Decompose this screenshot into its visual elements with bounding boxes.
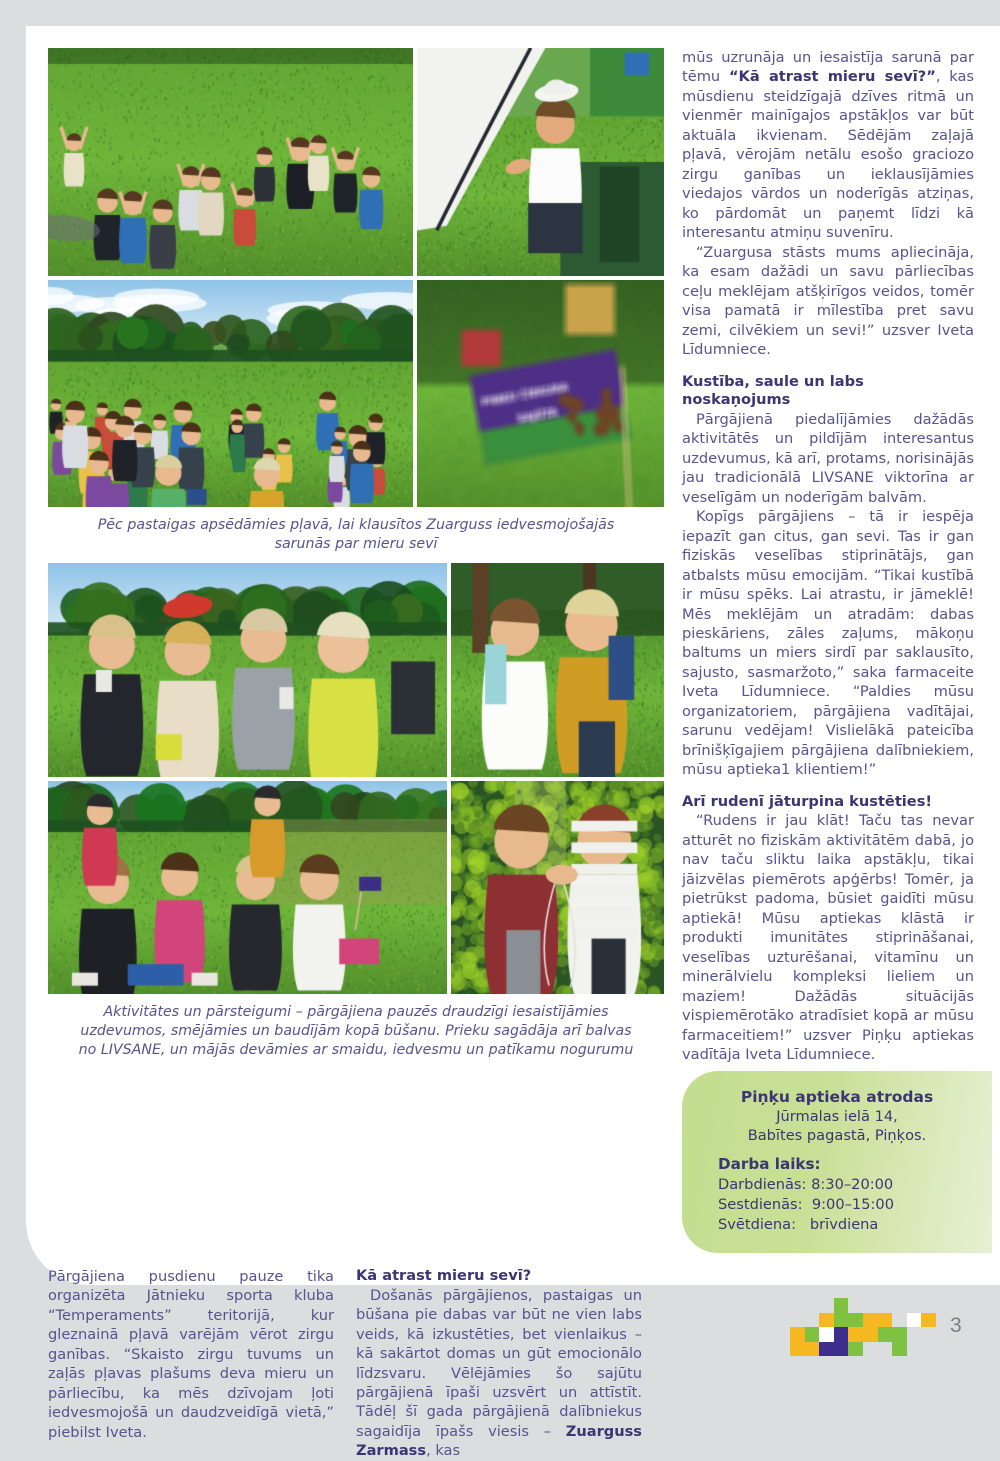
paragraph-autumn: “Rudens ir jau klāt! Taču tas nevar atturēt no fiziskām aktivitātēm dabā, jo nav taču sliktu laika apstākļu, tikai jāizvēlas piemērots apģērbs! Tomēr, ja pietrūkst padoma, būsiet gaidīti mūsu aptiekā! Mūsu aptiekas klāstā ir produkti imunitātes stiprināšanai, veselības uzturēšanai, vitamīnu un minerālvielu kompleksi lieliem un maziem! Dažādās situācijās vispiemērotāko atradīsiet kopā ar mūsu farmaceitiem!” uzsver Piņķu aptiekas vadītāja Iveta Līdumniece. xyxy=(682,812,974,1064)
page-footer xyxy=(790,1298,990,1360)
infobox-address-line-1: Jūrmalas ielā 14, xyxy=(776,1107,898,1125)
photo-grid-top xyxy=(48,48,664,507)
aptieka1-pixel-logo xyxy=(790,1298,938,1356)
logo-tile xyxy=(892,1342,907,1357)
page-panel xyxy=(26,26,1000,1460)
photo-two-women-talking xyxy=(451,563,664,777)
logo-tile xyxy=(834,1327,849,1342)
infobox-hours-sunday: Svētdiena: brīvdiena xyxy=(718,1216,879,1234)
para-pre: Došanās pārgājienos, pastaigas un būšana pie dabas var būt ne vien labs veids, kā izkustēties, bet vienlaikus – kā sakārtot domas un gūt emocionālo līdzsvaru. Vēlējāmies šo sajūtu pārgājienā īpaši uzsvērt un attīstīt. Tādēļ šī gada pārgājienā dalībniekus sagaidīja īpašs viesis – xyxy=(356,1286,642,1440)
infobox-title: Piņķu aptieka atrodas xyxy=(740,1087,934,1106)
article-right-column xyxy=(682,48,974,1253)
paragraph-intro-continuation xyxy=(682,48,974,243)
logo-tile xyxy=(863,1327,878,1342)
caption-bottom: Aktivitātes un pārsteigumi – pārgājiena pauzēs draudzīgi iesaistījāmies uzdevumos, smējāmies un baudījām kopā būšanu. Prieku sagādāja arī balvas no LIVSANE, un mājās devāmies ar smaidu, iedvesmu un patīkamu nogurumu xyxy=(78,1004,634,1058)
photo-column xyxy=(48,48,664,1253)
logo-tile xyxy=(848,1313,863,1328)
logo-tile xyxy=(819,1313,834,1328)
para-1-post: , kas mūsdienu steidzīgajā dzīves ritmā un vienmēr mainīgajos apstākļos var būt aktuāla ikvienam. Sēdējām zaļajā pļavā, vērojām netālu esošo graciozo zirgu ganības un ieklausījāmies viedajos vārdos un noderīgās atziņas, ko pārdomāt un paņemt līdzi kā interesantu atmiņu suvenīru. xyxy=(682,68,974,242)
page-number: 3 xyxy=(950,1314,962,1337)
para-post: , kas xyxy=(426,1442,461,1460)
logo-tile xyxy=(819,1342,834,1357)
topic-title-bold: “Kā atrast mieru sevī?” xyxy=(728,68,936,86)
infobox-hours-title: Darba laiks: xyxy=(718,1155,821,1174)
logo-tile xyxy=(805,1327,820,1342)
bottom-section xyxy=(48,1267,982,1461)
top-section xyxy=(48,48,982,1253)
bottom-column-3-spacer xyxy=(660,1267,952,1461)
pharmacy-info-box xyxy=(682,1071,992,1253)
photo-two-women-rope-task xyxy=(451,781,664,994)
logo-tile xyxy=(863,1313,878,1328)
photo-flag-pinku-ciekura-sajuta xyxy=(417,280,664,507)
logo-tile xyxy=(848,1327,863,1342)
infobox-hours-saturday: Sestdienās: 9:00–15:00 xyxy=(718,1196,894,1214)
logo-tile xyxy=(892,1327,907,1342)
logo-tile xyxy=(819,1327,834,1342)
heading-ari-rudeni: Arī rudenī jāturpina kustēties! xyxy=(682,792,933,810)
photo-group-sitting-meadow-hands-up xyxy=(48,48,413,276)
photo-grid-bottom xyxy=(48,563,664,994)
logo-tile xyxy=(834,1298,849,1313)
logo-tile xyxy=(834,1342,849,1357)
guest-name-bold: Zuarguss Zarmass xyxy=(356,1422,642,1460)
page-content xyxy=(26,26,1000,1460)
heading-kustiba-saule: Kustība, saule un labs noskaņojums xyxy=(682,372,864,409)
paragraph-finding-peace xyxy=(356,1286,642,1461)
infobox-hours-weekday: Darbdienās: 8:30–20:00 xyxy=(718,1176,894,1194)
paragraph-zuargus-quote: “Zuargusa stāsts mums apliecināja, ka esam dažādi un savu pārliecības ceļu meklējam atšķirīgos veidos, tomēr visa pamatā ir mīlestība pret savu zemi, cilvēkiem un sevi!” uzsver Iveta Līdumniece. xyxy=(682,243,974,359)
paragraph-activities: Pārgājienā piedalījāmies dažādās aktivitātēs un pildījām interesantus uzdevumus, kā arī, protams, norisinājās jau tradicionālā LIVSANE viktorīna ar veselīgām un noderīgām balvām. xyxy=(682,410,975,506)
paragraph-lunch-break: Pārgājiena pusdienu pauze tika organizēta Jātnieku sporta kluba “Temperaments” teritorijā, kur gleznainā pļavā varējām vērot zirgu ganības. “Skaisto zirgu tuvums un zaļās pļavas plašums deva mieru un pārliecību, ka mēs dzīvojam ļoti iedvesmojošā un daudzveidīgā vietā,” piebilst Iveta. xyxy=(48,1267,334,1441)
logo-tile xyxy=(921,1313,936,1328)
logo-tile xyxy=(907,1313,922,1328)
photo-crowd-meadow-forest xyxy=(48,280,413,507)
logo-tile xyxy=(878,1327,893,1342)
logo-tile xyxy=(834,1313,849,1328)
logo-tile xyxy=(848,1342,863,1357)
logo-tile xyxy=(878,1313,893,1328)
bottom-column-1 xyxy=(48,1267,334,1461)
infobox-address-line-2: Babītes pagastā, Piņķos. xyxy=(747,1126,927,1144)
bottom-column-2 xyxy=(356,1267,642,1461)
caption-top: Pēc pastaigas apsēdāmies pļavā, lai klausītos Zuarguss iedvesmojošajās sarunās par mieru sevī xyxy=(97,517,615,552)
paragraph-common-hike: Kopīgs pārgājiens – tā ir iespēja iepazīt gan citus, gan sevi. Tas ir gan fiziskās veselības stiprinātājs, gan atbalsts mūsu emocijām. “Tikai kustībā ir mūsu spēks. Lai atrastu, ir jāmeklē! Mēs meklējām un atradām: dabas pieskāriens, zāles zaļums, mākoņu baltums un miers sirdī par saklausīto, sajusto, sasmaržoto,” saka farmaceite Iveta Līdumniece. “Paldies mūsu organizatoriem, pārgājiena vadītājai, sarunu vedējam! Vislielākā pateicība brīnišķīgajiem pārgājiena dalībniekiem, mūsu aptieka1 klientiem!” xyxy=(682,508,974,779)
photo-group-sitting-grass-flags xyxy=(48,781,447,994)
photo-four-women-smiling xyxy=(48,563,447,777)
infobox-hours xyxy=(696,1154,978,1235)
photo-speaker-white-cap-chair xyxy=(417,48,664,276)
para-1-pre: mūs uzrunāja un iesaistīja sarunā par tēmu xyxy=(682,49,974,86)
logo-tile xyxy=(805,1342,820,1357)
logo-tile xyxy=(790,1327,805,1356)
heading-ka-atrast-mieru-sevi: Kā atrast mieru sevī? xyxy=(356,1266,532,1284)
